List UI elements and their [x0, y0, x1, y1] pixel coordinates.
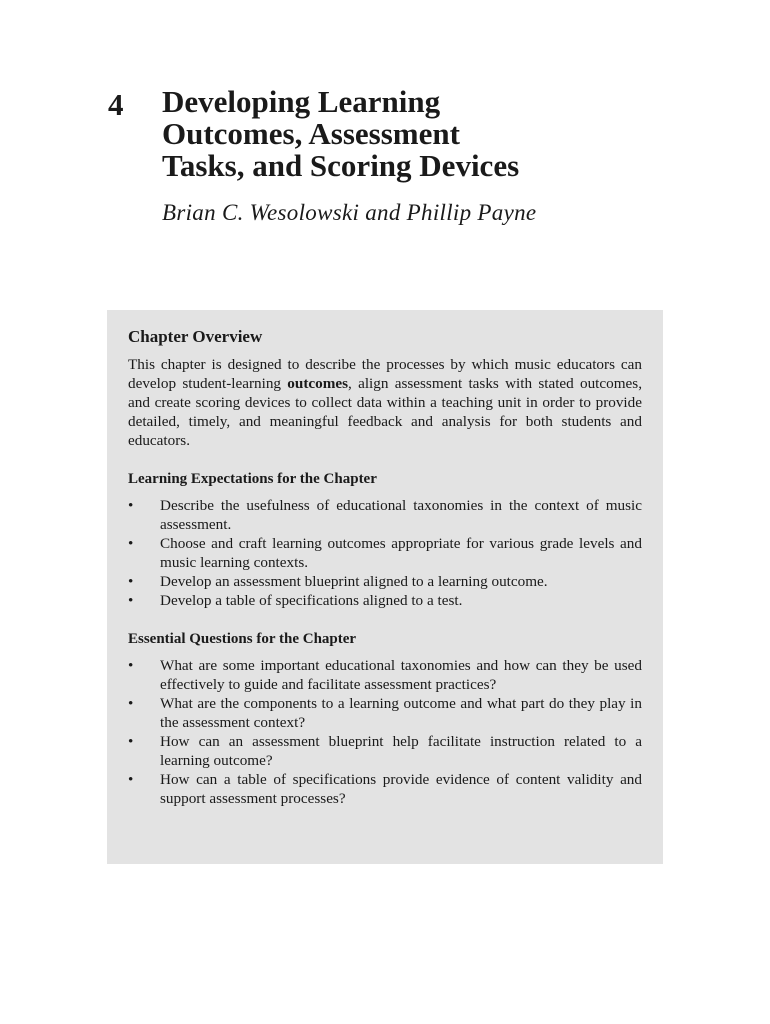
learning-expectations-list [128, 496, 642, 610]
learning-expectations-section [128, 468, 642, 610]
list-item [128, 572, 642, 591]
list-item [128, 694, 642, 732]
chapter-title-line-1: Developing Learning [162, 84, 441, 119]
list-item [128, 496, 642, 534]
bullet-icon: • [128, 771, 134, 788]
list-item [128, 534, 642, 572]
bullet-icon: • [128, 573, 134, 590]
learning-expectations-heading: Learning Expectations for the Chapter [128, 471, 377, 487]
bullet-icon: • [128, 592, 134, 609]
essential-questions-heading: Essential Questions for the Chapter [128, 631, 357, 647]
essential-questions-list [128, 656, 642, 808]
chapter-overview-heading: Chapter Overview [128, 327, 263, 346]
list-item-text: Develop an assessment blueprint aligned to a learning outcome. [160, 573, 548, 590]
list-item-text: Describe the usefulness of educational taxonomies in the context of music assessment. [160, 497, 642, 533]
overview-text-part-2: , align assessment tasks with stated outcomes, and create scoring devices to collect data within a teaching unit in order to provide detailed, timely, and meaningful feedback and analysis for both students and educators. [128, 375, 643, 449]
chapter-overview-content [128, 325, 642, 808]
list-item [128, 591, 642, 610]
list-item-text: What are some important educational taxonomies and how can they be used effectively to guide and facilitate assessment practices? [160, 657, 642, 693]
list-item [128, 732, 642, 770]
chapter-title [162, 86, 682, 182]
chapter-overview-text [128, 355, 642, 450]
chapter-number: 4 [108, 87, 124, 122]
list-item-text: Develop a table of specifications aligned to a test. [160, 592, 463, 609]
list-item-text: What are the components to a learning outcome and what part do they play in the assessment context? [160, 695, 642, 731]
bullet-icon: • [128, 733, 134, 750]
list-item [128, 770, 642, 808]
bullet-icon: • [128, 535, 134, 552]
list-item-text: Choose and craft learning outcomes appropriate for various grade levels and music learning contexts. [160, 535, 642, 571]
list-item-text: How can an assessment blueprint help facilitate instruction related to a learning outcome? [160, 733, 642, 769]
chapter-title-line-2: Outcomes, Assessment [162, 116, 460, 151]
overview-keyword-outcomes: outcomes [287, 375, 349, 392]
bullet-icon: • [128, 695, 134, 712]
overview-text-part-1: This chapter is designed to describe the processes by which music educators can develop student-learning [128, 356, 642, 392]
bullet-icon: • [128, 497, 134, 514]
bullet-icon: • [128, 657, 134, 674]
essential-questions-section [128, 628, 642, 808]
list-item [128, 656, 642, 694]
chapter-title-line-3: Tasks, and Scoring Devices [162, 148, 520, 183]
list-item-text: How can a table of specifications provide evidence of content validity and support assessment processes? [160, 771, 642, 807]
chapter-overview-box [107, 310, 663, 864]
chapter-authors: Brian C. Wesolowski and Phillip Payne [162, 200, 537, 225]
